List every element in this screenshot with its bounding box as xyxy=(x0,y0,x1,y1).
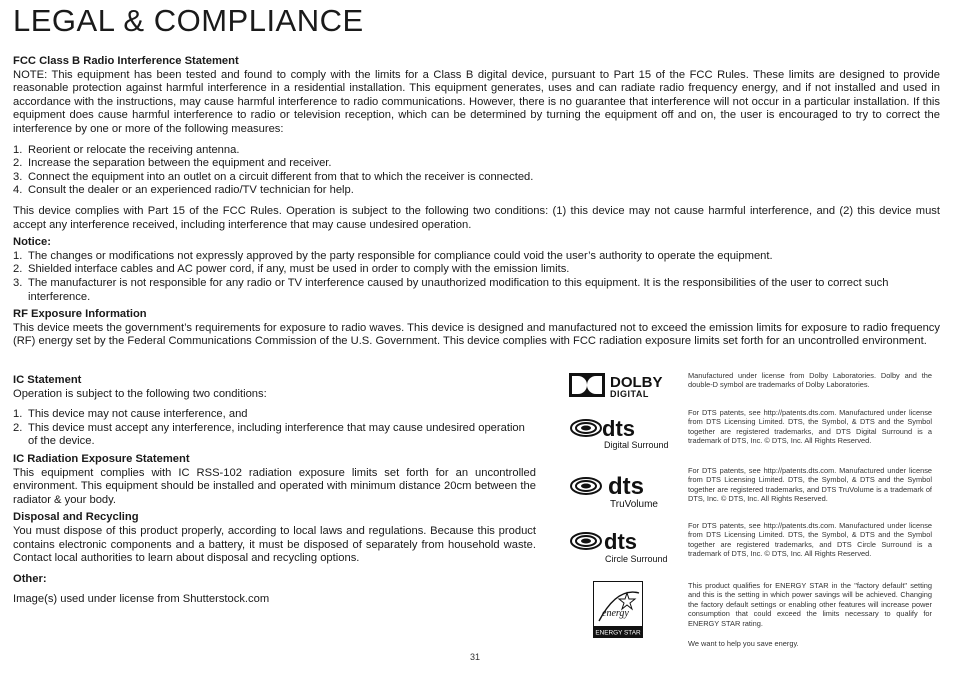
list-item: 3. The manufacturer is not responsible for any radio or TV interference caused by unauthorized modification to this equipment. It is the responsibilities of the user to correct such interference. xyxy=(13,276,889,303)
rf-body: This device meets the government’s requirements for exposure to radio waves. This device is designed and manufactured not to exceed the emission limits for exposure to radio frequency (RF) energy set by the Federal Communications Commission of the U.S. Government. This device complies with FCC radiation exposure limits set forth for an uncontrolled environment. xyxy=(13,321,940,348)
dts-digital-logo xyxy=(568,408,676,460)
dts-truvolume-license-text: For DTS patents, see http://patents.dts.com. Manufactured under license from DTS Licensing Limited. DTS, the Symbol, & DTS and the Symbol together are registered trademarks, and DTS TruVolume is a trademark of DTS, Inc. © DTS, Inc. All Rights Reserved. xyxy=(688,466,932,504)
fcc-part15: This device complies with Part 15 of the FCC Rules. Operation is subject to the following two conditions: (1) this device may not cause harmful interference, and (2) this device must accept any interference received, including interference that may cause undesired operation. xyxy=(13,204,940,231)
svg-text:Digital Surround: Digital Surround xyxy=(604,440,669,450)
list-item: 1. The changes or modifications not expressly approved by the party responsible for compliance could void the user’s authority to operate the equipment. xyxy=(13,249,773,262)
dts-digital-license-text: For DTS patents, see http://patents.dts.com. Manufactured under license from DTS Licensing Limited. DTS, the Symbol, & DTS and the Symbol together are registered trademarks, and DTS Digital Surround is a trademark of DTS, Inc. © DTS, Inc. All Rights Reserved. xyxy=(688,408,932,446)
dts-circle-license-text: For DTS patents, see http://patents.dts.com. Manufactured under license from DTS Licensing Limited. DTS, the Symbol, & DTS and the Symbol together are registered trademarks, and DTS Circle Surround is a trademark of DTS, Inc. © DTS, Inc. All Rights Reserved. xyxy=(688,521,932,559)
ic-intro: Operation is subject to the following two conditions: xyxy=(13,387,267,400)
dts-truvolume-logo xyxy=(568,466,676,518)
svg-text:ENERGY STAR: ENERGY STAR xyxy=(595,629,641,637)
list-item: 2. Shielded interface cables and AC power cord, if any, must be used in order to comply with the emission limits. xyxy=(13,263,570,276)
svg-text:dts: dts xyxy=(604,529,637,554)
other-heading: Other: xyxy=(13,572,47,585)
dolby-double-d-icon xyxy=(568,371,676,407)
svg-text:DIGITAL: DIGITAL xyxy=(610,389,649,399)
svg-text:energy: energy xyxy=(602,608,629,619)
svg-text:DOLBY: DOLBY xyxy=(610,374,663,391)
dts-circle-logo xyxy=(568,521,676,573)
energy-star-footer-text: We want to help you save energy. xyxy=(688,639,799,648)
ic-heading: IC Statement xyxy=(13,374,82,386)
energy-star-license-text: This product qualifies for ENERGY STAR in the "factory default" setting and this is the setting in which power savings will be achieved. Changing the factory default settings or enabling other features will increase power consumption that could exceed the limits necessary to qualify for ENERGY STAR rating. xyxy=(688,581,932,628)
list-item: 2. This device must accept any interference, including interference that may cause undesired operation of the device. xyxy=(13,421,525,448)
ic-list xyxy=(13,408,536,449)
svg-text:dts: dts xyxy=(608,473,644,500)
list-item: 3. Connect the equipment into an outlet on a circuit different from that to which the receiver is connected. xyxy=(13,170,534,183)
notice-list xyxy=(13,250,940,304)
dts-logo-icon xyxy=(568,466,676,512)
main-column xyxy=(13,55,940,349)
ic-radiation-heading: IC Radiation Exposure Statement xyxy=(13,452,190,465)
dolby-license-text: Manufactured under license from Dolby Laboratories. Dolby and the double-D symbol are trademarks of Dolby Laboratories. xyxy=(688,371,932,390)
other-body: Image(s) used under license from Shutterstock.com xyxy=(13,593,270,606)
list-item: 2. Increase the separation between the equipment and receiver. xyxy=(13,157,332,170)
page-number: 31 xyxy=(470,652,481,662)
list-item: 1. Reorient or relocate the receiving antenna. xyxy=(13,143,240,156)
svg-text:dts: dts xyxy=(602,416,635,441)
svg-text:TruVolume: TruVolume xyxy=(610,499,658,510)
energy-star-logo xyxy=(593,581,643,639)
list-item: 4. Consult the dealer or an experienced radio/TV technician for help. xyxy=(13,184,354,197)
energy-star-icon xyxy=(593,581,643,639)
fcc-note: NOTE: This equipment has been tested and found to comply with the limits for a Class B digital device, pursuant to Part 15 of the FCC Rules. These limits are designed to provide reasonable protection against harmful interference in a residential installation. This equipment generates, uses and can radiate radio frequency energy, and if not installed and used in accordance with the instructions, may cause harmful interference to radio communications. However, there is no guarantee that interference will not occur in a particular installation. If this equipment does cause harmful interference to radio or television reception, which can be determined by turning the equipment off and on, the user is encouraged to try to correct the interference by one or more of the following measures: xyxy=(13,68,940,135)
disposal-heading: Disposal and Recycling xyxy=(13,511,139,524)
page-title: LEGAL & COMPLIANCE xyxy=(13,3,364,38)
lower-left-column xyxy=(13,374,536,607)
notice-heading: Notice: xyxy=(13,236,51,249)
fcc-heading: FCC Class B Radio Interference Statement xyxy=(13,55,239,67)
ic-radiation-body: This equipment complies with IC RSS-102 radiation exposure limits set forth for an uncontrolled environment. This equipment should be installed and operated with minimum distance 20cm between the radiator & your body. xyxy=(13,466,536,506)
svg-text:Circle Surround: Circle Surround xyxy=(605,554,668,564)
list-item: 1. This device may not cause interference, and xyxy=(13,408,248,421)
rf-heading: RF Exposure Information xyxy=(13,308,147,321)
dts-logo-icon xyxy=(568,521,676,567)
fcc-measures-list xyxy=(13,144,940,198)
dts-logo-icon xyxy=(568,408,676,452)
disposal-body: You must dispose of this product properly, according to local laws and regulations. Because this product contains electronic components and a battery, it must be disposed of separately from household waste. Contact local authorities to learn about disposal and recycling options. xyxy=(13,524,536,565)
